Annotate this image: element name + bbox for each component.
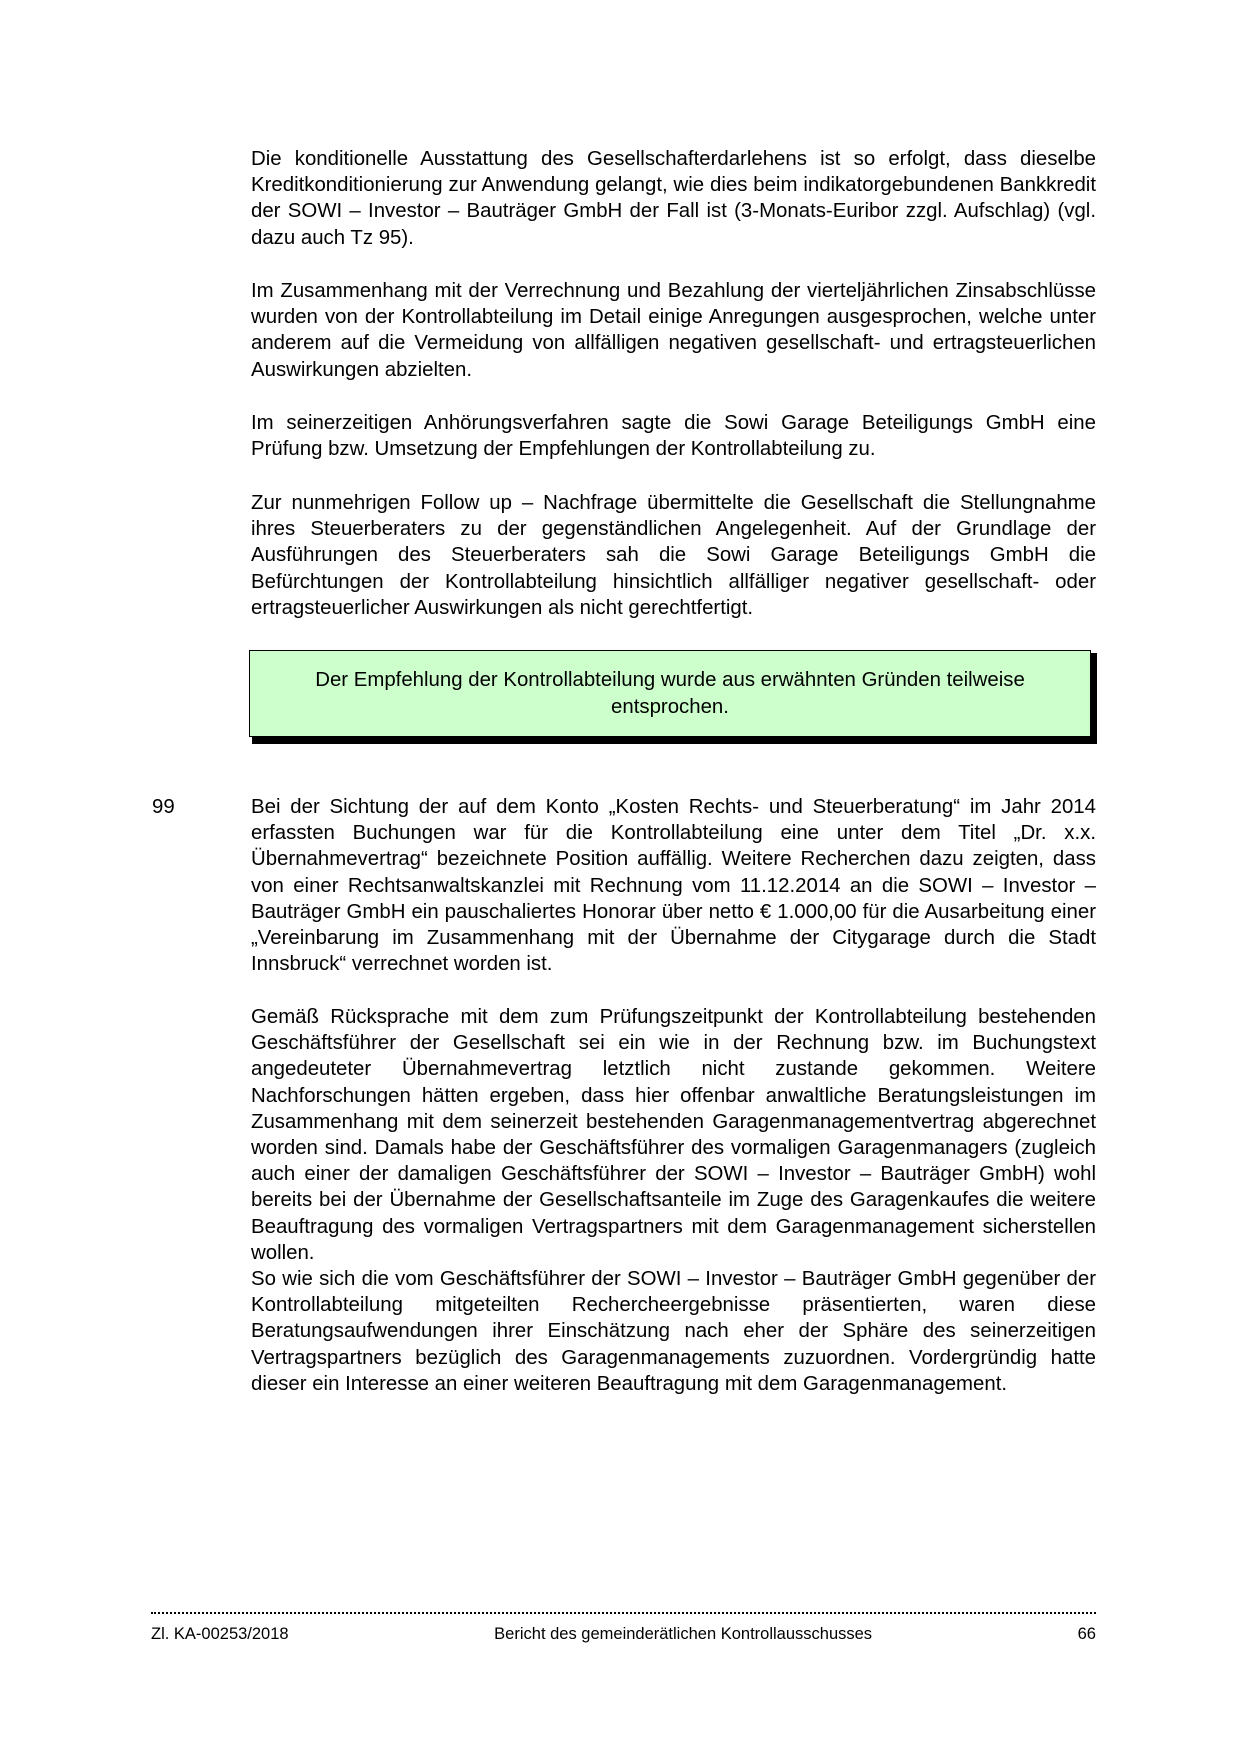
paragraph-research-results: So wie sich die vom Geschäftsführer der SOWI – Investor – Bauträger GmbH gegenüber der Kontrollabteilung mitgeteilten Rechercheergebnisse präsentierten, waren diese Beratungsaufwendungen ihrer Einschätzung nach eher der Sphäre des seinerzeitigen Vertragspartners bezüglich des Garagenmanagements zuzuordnen. Vordergründig hatte dieser ein Interesse an einer weiteren Beauftragung mit dem Garagenmanagement. — [251, 1268, 1096, 1395]
recommendation-text: Der Empfehlung der Kontrollabteilung wurde aus erwähnten Gründen teilweise entsprochen. — [315, 668, 1025, 718]
paragraph-interest-settlement: Im Zusammenhang mit der Verrechnung und Bezahlung der vierteljährlichen Zinsabschlüsse wurden von der Kontrollabteilung im Detail einige Anregungen ausgesprochen, welche unter anderem auf die Vermeidung von allfälligen negativen gesellschaft- und ertragsteuerlichen Auswirkungen abzielten. — [251, 280, 1096, 381]
footer-title: Bericht des gemeinderätlichen Kontrollausschusses — [494, 1625, 873, 1643]
paragraph-hearing-procedure: Im seinerzeitigen Anhörungsverfahren sagte die Sowi Garage Beteiligungs GmbH eine Prüfung bzw. Umsetzung der Empfehlungen der Kontrollabteilung zu. — [251, 412, 1096, 461]
footer-page-number: 66 — [1077, 1625, 1096, 1643]
page-footer — [151, 1624, 1096, 1644]
footer-divider — [151, 1612, 1096, 1614]
paragraph-loan-conditions: Die konditionelle Ausstattung des Gesellschafterdarlehens ist so erfolgt, dass dieselbe Kreditkonditionierung zur Anwendung gelangt, wie dies beim indikatorgebundenen Bankkredit der SOWI – Investor – Bauträger GmbH der Fall ist (3-Monats-Euribor zzgl. Aufschlag) (vgl. dazu auch Tz 95). — [251, 148, 1096, 249]
paragraph-consultation: Gemäß Rücksprache mit dem zum Prüfungszeitpunkt der Kontrollabteilung bestehenden Geschäftsführer der Gesellschaft sei ein wie in der Rechnung bzw. im Buchungstext angedeuteter Übernahmevertrag letztlich nicht zustande gekommen. Weitere Nachforschungen hätten ergeben, dass hier offenbar anwaltliche Beratungsleistungen im Zusammenhang mit dem seinerzeit bestehenden Garagenmanagementvertrag abgerechnet worden sind. Damals habe der Geschäftsführer des vormaligen Garagenmanagers (zugleich auch einer der damaligen Geschäftsführer der SOWI – Investor – Bauträger GmbH) wohl bereits bei der Übernahme der Gesellschaftsanteile im Zuge des Garagenkaufes die weitere Beauftragung des vormaligen Vertragspartners mit dem Garagenmanagement sicherstellen wollen. — [251, 1006, 1096, 1264]
paragraph-legal-fees: Bei der Sichtung der auf dem Konto „Kosten Rechts- und Steuerberatung“ im Jahr 2014 erfassten Buchungen war für die Kontrollabteilung eine unter dem Titel „Dr. x.x. Übernahmevertrag“ bezeichnete Position auffällig. Weitere Recherchen dazu zeigten, dass von einer Rechtsanwaltskanzlei mit Rechnung vom 11.12.2014 an die SOWI – Investor – Bauträger GmbH ein pauschaliertes Honorar über netto € 1.000,00 für die Ausarbeitung einer „Vereinbarung im Zusammenhang mit der Übernahme der Citygarage durch die Stadt Innsbruck“ verrechnet worden ist. — [251, 796, 1096, 976]
paragraph-follow-up: Zur nunmehrigen Follow up – Nachfrage übermittelte die Gesellschaft die Stellungnahme ihres Steuerberaters zu der gegenständlichen Angelegenheit. Auf der Grundlage der Ausführungen des Steuerberaters sah die Sowi Garage Beteiligungs GmbH die Befürchtungen der Kontrollabteilung hinsichtlich allfälliger negativer gesellschaft- oder ertragsteuerlicher Auswirkungen als nicht gerechtfertigt. — [251, 492, 1096, 619]
recommendation-box — [249, 650, 1091, 737]
section-number: 99 — [152, 796, 175, 818]
footer-reference: Zl. KA-00253/2018 — [151, 1625, 289, 1643]
